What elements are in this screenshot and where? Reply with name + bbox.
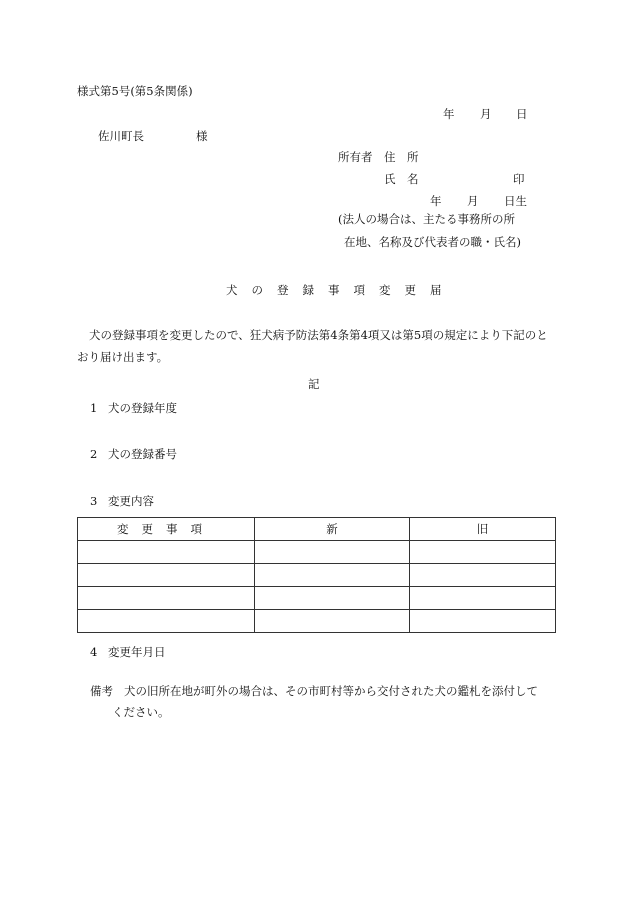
table-cell[interactable]: [410, 610, 556, 633]
table-cell[interactable]: [410, 587, 556, 610]
table-cell[interactable]: [255, 541, 410, 564]
table-cell[interactable]: [78, 541, 255, 564]
birth-day-label: 日生: [504, 194, 527, 208]
item-label: 犬の登録年度: [108, 401, 177, 415]
title-char: の: [251, 283, 263, 297]
document-title: [226, 285, 442, 297]
item-number: 4: [90, 645, 98, 659]
title-char: 届: [430, 283, 442, 297]
table-cell[interactable]: [255, 610, 410, 633]
date-year-label: 年: [443, 107, 455, 121]
title-char: 変: [379, 283, 391, 297]
owner-address-label: 住 所: [384, 150, 419, 164]
seal-mark: 印: [513, 172, 525, 186]
header-change-item: 変更事項: [78, 518, 255, 541]
table-cell[interactable]: [255, 587, 410, 610]
addressee-suffix: 様: [196, 129, 208, 143]
table-cell[interactable]: [78, 564, 255, 587]
table-row: [78, 541, 556, 564]
date-month-label: 月: [480, 107, 492, 121]
table-cell[interactable]: [78, 610, 255, 633]
table-cell[interactable]: [410, 541, 556, 564]
date-day-label: 日: [516, 107, 528, 121]
corporation-note-line2: 在地、名称及び代表者の職・氏名): [344, 235, 521, 249]
item-label: 変更内容: [108, 494, 154, 508]
header-new: 新: [255, 518, 410, 541]
birth-month-label: 月: [467, 194, 479, 208]
item-number: 3: [90, 494, 98, 508]
title-char: 犬: [226, 283, 238, 297]
table-cell[interactable]: [78, 587, 255, 610]
table-row: [78, 564, 556, 587]
change-table: [77, 517, 556, 633]
remarks-label: 備考: [90, 684, 113, 698]
table-cell[interactable]: [255, 564, 410, 587]
table-row: [78, 610, 556, 633]
header-old: 旧: [410, 518, 556, 541]
form-number: 様式第5号(第5条関係): [77, 84, 193, 98]
item-number: 1: [90, 401, 98, 415]
table-cell[interactable]: [410, 564, 556, 587]
item-label: 変更年月日: [108, 645, 166, 659]
addressee-name: 佐川町長: [98, 129, 144, 143]
title-char: 録: [302, 283, 314, 297]
remarks-line1: 犬の旧所在地が町外の場合は、その市町村等から交付された犬の鑑札を添付して: [124, 684, 538, 698]
owner-name-label: 氏 名: [384, 172, 419, 186]
owner-label: 所有者: [338, 150, 373, 164]
birth-year-label: 年: [430, 194, 442, 208]
item-number: 2: [90, 447, 98, 461]
remarks-line2: ください。: [112, 705, 170, 719]
title-char: 項: [353, 283, 365, 297]
table-header-row: [78, 518, 556, 541]
title-char: 登: [277, 283, 289, 297]
body-paragraph: 犬の登録事項を変更したので、狂犬病予防法第4条第4項又は第5項の規定により下記のとおり届け出ます。: [77, 328, 548, 364]
title-char: 更: [404, 283, 416, 297]
ki-heading: 記: [308, 377, 320, 391]
item-label: 犬の登録番号: [108, 447, 177, 461]
corporation-note-line1: (法人の場合は、主たる事務所の所: [338, 212, 515, 226]
title-char: 事: [328, 283, 340, 297]
table-row: [78, 587, 556, 610]
